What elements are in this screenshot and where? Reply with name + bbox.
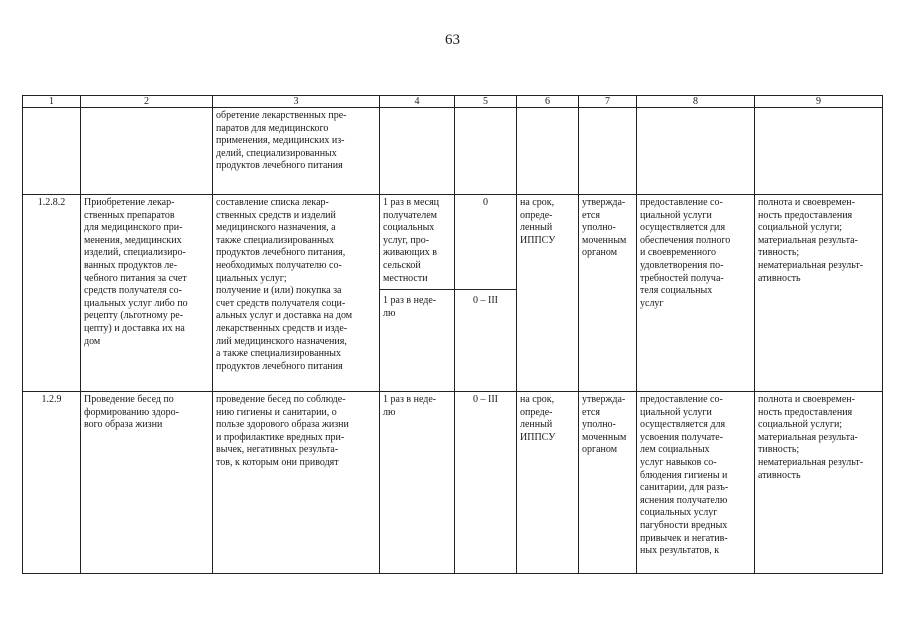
table-row — [23, 392, 883, 574]
continuation-row — [23, 108, 883, 195]
tariff-approval: утвержда- ется уполно- моченным органом — [579, 392, 637, 574]
empty-cell — [380, 108, 455, 195]
service-content-continued: обретение лекарственных пре- паратов для медицинского применения, медицинских из- делий, специализированных продуктов лечебного питания — [213, 108, 380, 195]
empty-cell — [517, 108, 579, 195]
column-number: 7 — [579, 96, 637, 108]
column-number: 9 — [755, 96, 883, 108]
service-code: 1.2.9 — [23, 392, 81, 574]
column-number-row — [23, 96, 883, 108]
service-conditions: предоставление со- циальной услуги осуществляется для усвоения получате- лем социальных услуг навыков со- блюдения гигиены и санитарии, для разъ- яснения получателю социальных услуг пагубности вредных привычек и негатив- ных результатов, к — [637, 392, 755, 574]
quality-indicators: полнота и своевремен- ность предоставления социальной услуги; материальная результа- тивность; нематериальная результ- ативность — [755, 392, 883, 574]
service-content: составление списка лекар- ственных средств и изделий медицинского назначения, а также специализированных продуктов лечебного питания, необходимых получателю со- циальных услуг; получение и (или) покупка за счет средств получателя соци- альных услуг и доставка на дом лекарственных средств и изде- лий медицинского назначения, а также специализированных продуктов лечебного питания — [213, 195, 380, 392]
empty-cell — [579, 108, 637, 195]
empty-cell — [755, 108, 883, 195]
service-code: 1.2.8.2 — [23, 195, 81, 392]
column-number: 8 — [637, 96, 755, 108]
service-term: на срок, опреде- ленный ИППСУ — [517, 195, 579, 392]
tariff-weekly: 0 – III — [455, 289, 516, 308]
frequency-weekly: 1 раз в неде- лю — [380, 392, 455, 574]
column-number: 3 — [213, 96, 380, 108]
service-conditions: предоставление со- циальной услуги осуществляется для обеспечения полного и своевременного удовлетворения по- требностей получа- теля социальных услуг — [637, 195, 755, 392]
services-table — [22, 95, 883, 574]
column-number: 1 — [23, 96, 81, 108]
empty-cell — [455, 108, 517, 195]
empty-cell — [23, 108, 81, 195]
tariff-approval: утвержда- ется уполно- моченным органом — [579, 195, 637, 392]
service-term: на срок, опреде- ленный ИППСУ — [517, 392, 579, 574]
table-row — [23, 195, 883, 392]
column-number: 2 — [81, 96, 213, 108]
column-number: 6 — [517, 96, 579, 108]
empty-cell — [637, 108, 755, 195]
tariff-weekly: 0 – III — [455, 392, 517, 574]
service-name: Проведение бесед по формированию здоро- вого образа жизни — [81, 392, 213, 574]
frequency-rural: 1 раз в месяц получателем социальных услуг, про- живающих в сельской местности — [383, 197, 440, 284]
tariff-cell — [455, 195, 517, 392]
quality-indicators: полнота и своевремен- ность предоставления социальной услуги; материальная результа- тивность; нематериальная результ- ативность — [755, 195, 883, 392]
service-content: проведение бесед по соблюде- нию гигиены и санитарии, о пользе здорового образа жизни и профилактике вредных при- вычек, негативных результа- тов, к которым они приводят — [213, 392, 380, 574]
column-number: 5 — [455, 96, 517, 108]
service-name: Приобретение лекар- ственных препаратов для медицинского при- менения, медицинских изделий, специализиро- ванных продуктов ле- чебного питания за счет средств получателя со- циальных услуг либо по рецепту (льготному ре- цепту) и доставка их на дом — [81, 195, 213, 392]
page-number: 63 — [445, 32, 460, 48]
column-number: 4 — [380, 96, 455, 108]
frequency-weekly: 1 раз в неде- лю — [380, 289, 454, 320]
empty-cell — [81, 108, 213, 195]
frequency-cell — [380, 195, 455, 392]
tariff-rural: 0 — [483, 197, 488, 208]
